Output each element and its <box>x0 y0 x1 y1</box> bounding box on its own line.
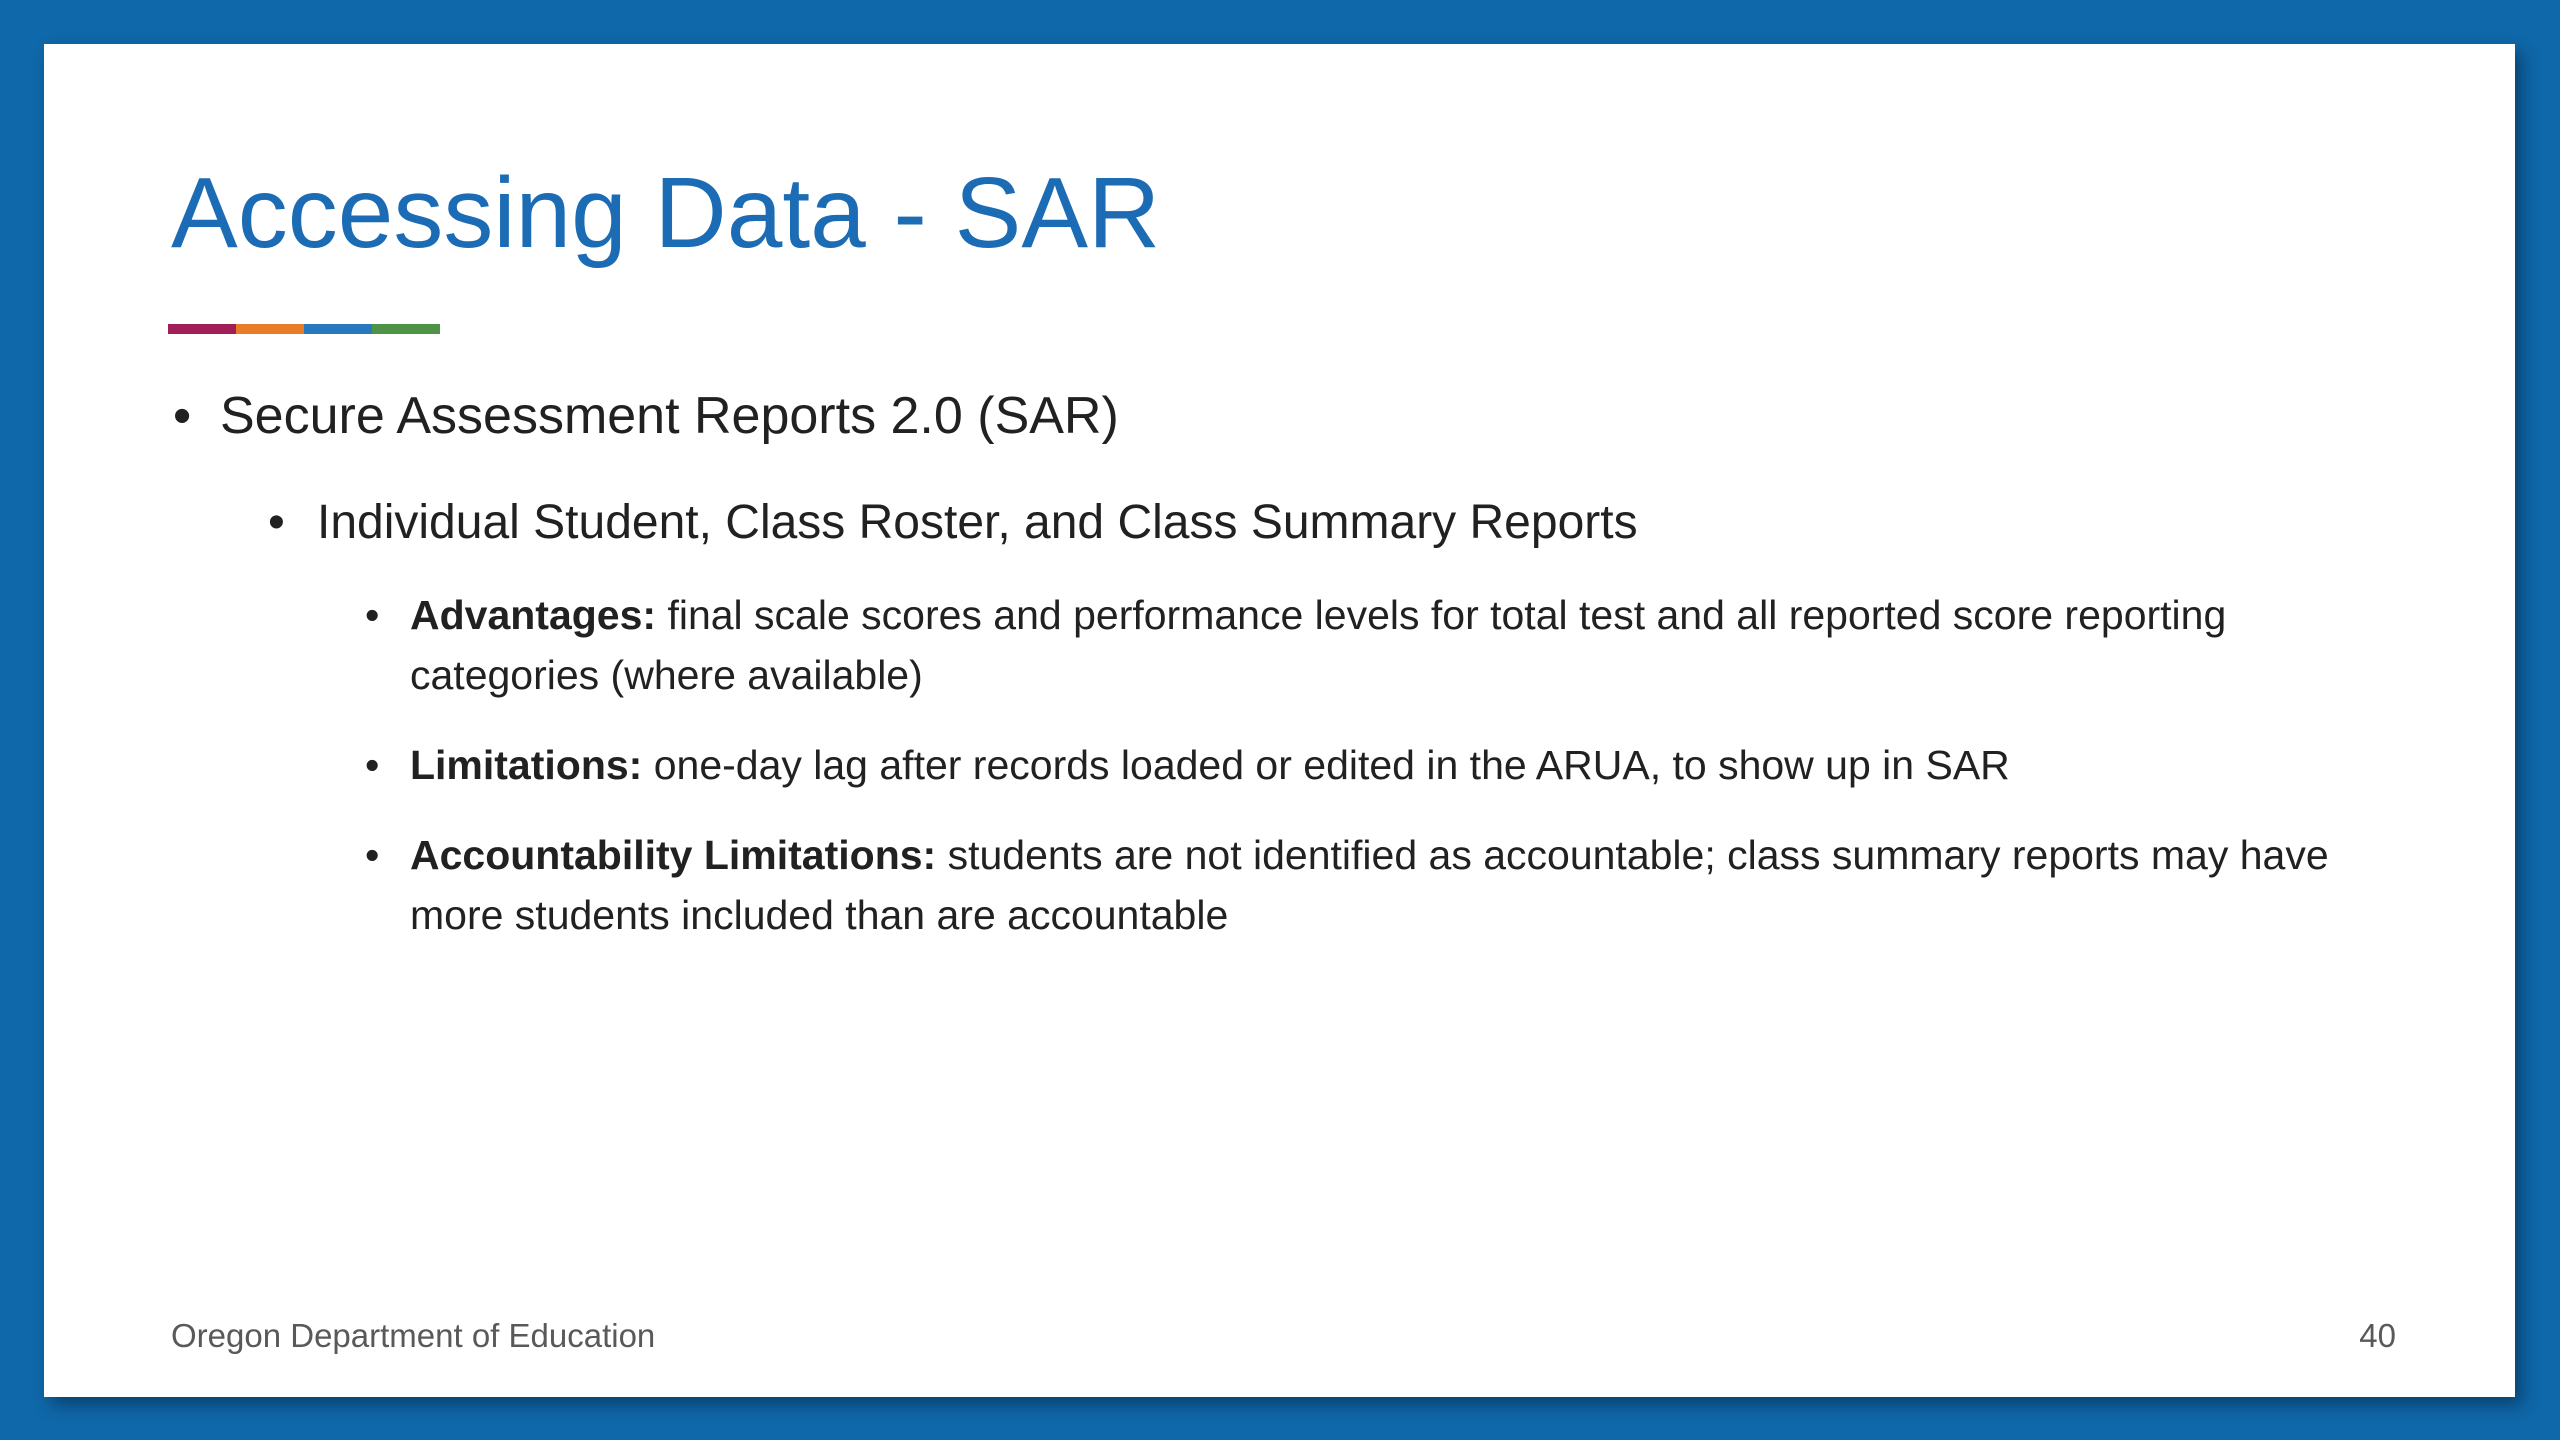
bullet-marker: • <box>173 387 192 445</box>
slide-footer <box>171 1317 2396 1355</box>
accent-bar <box>168 324 440 334</box>
accent-bar-segment <box>236 324 304 334</box>
bullet-item-accountability-limitations <box>365 825 2410 945</box>
bullet-body-text: one-day lag after records loaded or edited in the ARUA, to show up in SAR <box>642 742 2010 788</box>
slide <box>44 44 2515 1397</box>
bullet-item-level1 <box>173 384 2445 449</box>
footer-organization: Oregon Department of Education <box>171 1317 656 1354</box>
bullet-text <box>410 735 2410 795</box>
page-number: 40 <box>2359 1317 2396 1354</box>
bullet-marker: • <box>365 592 380 638</box>
bullet-item-level2 <box>268 493 2445 553</box>
bullet-text: Secure Assessment Reports 2.0 (SAR) <box>220 387 1119 445</box>
accent-bar-segment <box>304 324 372 334</box>
bullet-body-text: final scale scores and performance levels for total test and all reported score reporting categories (where available) <box>410 592 2227 698</box>
bullet-lead-label: Accountability Limitations: <box>410 832 937 878</box>
bullet-text: Individual Student, Class Roster, and Class Summary Reports <box>317 496 1638 549</box>
page-title: Accessing Data - SAR <box>171 157 1161 269</box>
bullet-body-text: students are not identified as accountable; class summary reports may have more students included than are accountable <box>410 832 2329 938</box>
bullet-marker: • <box>365 742 380 788</box>
bullet-item-advantages <box>365 585 2410 705</box>
bullet-text <box>410 585 2410 705</box>
bullet-item-limitations <box>365 735 2410 795</box>
bullet-lead-label: Advantages: <box>410 592 657 638</box>
bullet-marker: • <box>268 496 285 549</box>
bullet-list <box>173 384 2445 945</box>
bullet-lead-label: Limitations: <box>410 742 643 788</box>
bullet-marker: • <box>365 832 380 878</box>
accent-bar-segment <box>372 324 440 334</box>
bullet-text <box>410 825 2410 945</box>
accent-bar-segment <box>168 324 236 334</box>
